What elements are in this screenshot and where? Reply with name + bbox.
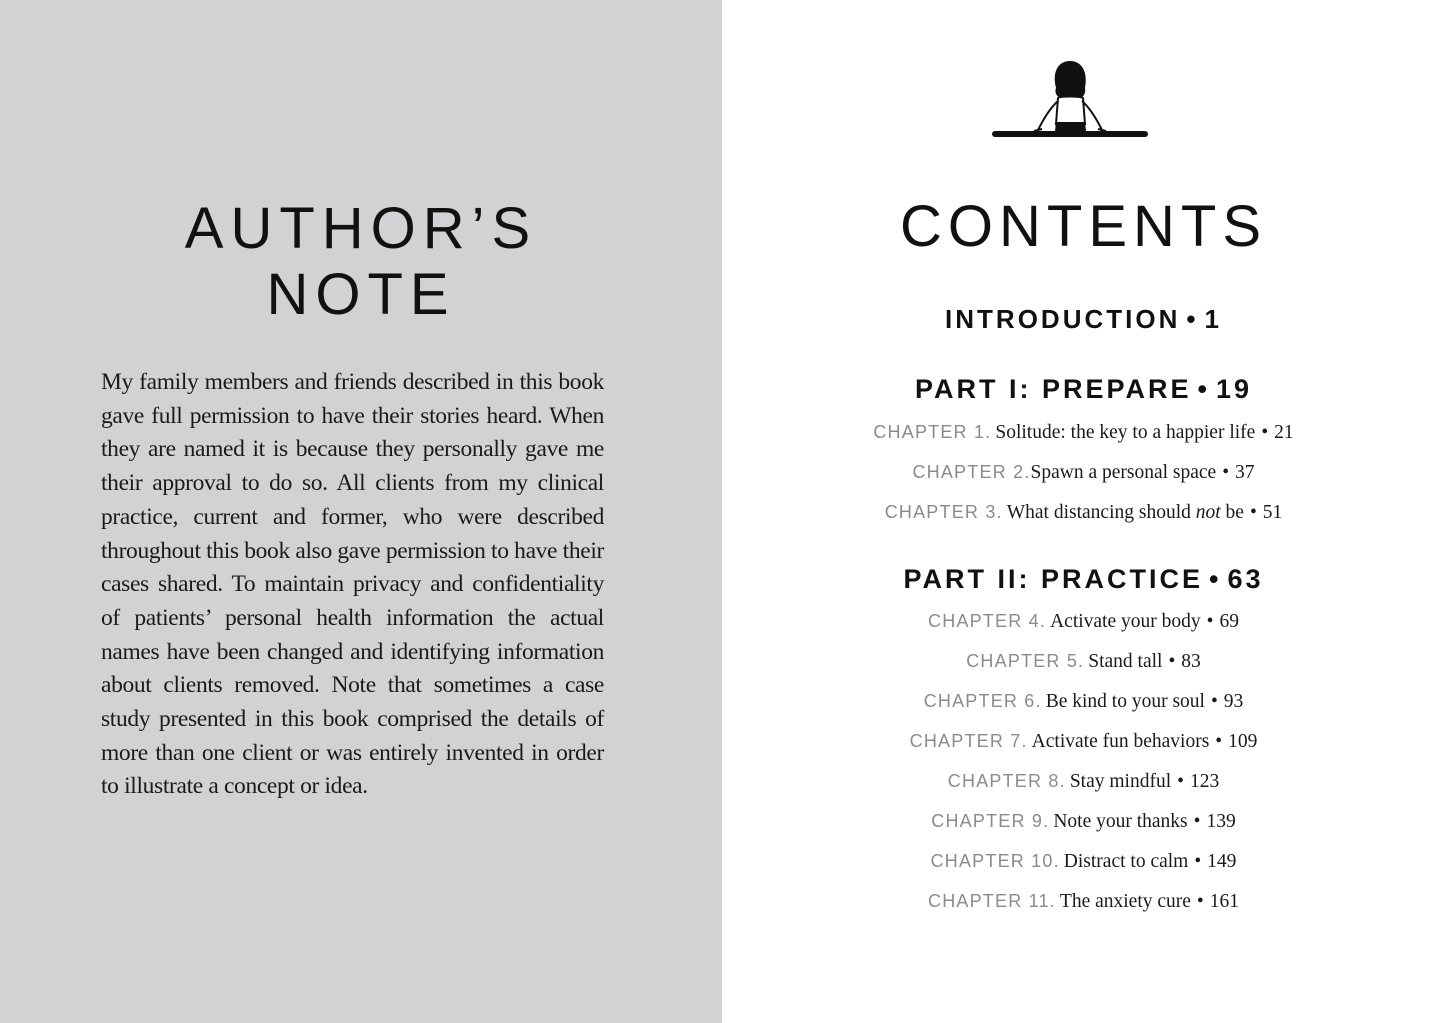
- chapter-page: 109: [1228, 731, 1258, 752]
- chapter-label: CHAPTER 2.: [912, 462, 1031, 482]
- toc-part1-page: 19: [1215, 374, 1253, 404]
- toc-introduction-page: 1: [1204, 304, 1222, 334]
- bullet-separator: •: [1196, 891, 1204, 912]
- authors-note-title-line1: AUTHOR’S: [184, 196, 538, 261]
- authors-note-body: My family members and friends described in this book gave full permission to have their stories heard. When they are named it is because they personally gave me their approval to do so. All clients from my clinical practice, current and former, who were described throughout this book also gave permission to have their cases shared. To maintain privacy and confidentiality of patients’ personal health information the actual names have been changed and identifying information about clients removed. Note that sometimes a case study presented in this book comprised the details of more than one client or was entirely invented in order to illustrate a concept or idea.: [101, 369, 604, 800]
- toc-part1-heading: [722, 371, 1445, 407]
- chapter-label: CHAPTER 10.: [930, 851, 1060, 871]
- chapter-title-emphasis: not: [1195, 502, 1221, 523]
- toc-chapter-entry: [722, 646, 1445, 676]
- chapter-page: 161: [1209, 891, 1239, 912]
- toc-chapter-entry: [722, 806, 1445, 836]
- chapter-label: CHAPTER 6.: [923, 691, 1042, 711]
- chapter-title: Distract to calm: [1063, 851, 1189, 872]
- bullet-separator: •: [1222, 462, 1230, 483]
- chapter-page: 69: [1219, 611, 1239, 632]
- chapter-title: Activate your body: [1050, 611, 1201, 632]
- chapter-title: Note your thanks: [1053, 811, 1188, 832]
- toc-chapter-entry: [722, 457, 1445, 487]
- toc-part2-page: 63: [1227, 564, 1264, 594]
- bullet-separator: •: [1209, 564, 1222, 594]
- toc-chapter-entry: [722, 606, 1445, 636]
- chapter-label: CHAPTER 8.: [947, 771, 1066, 791]
- toc-part2-heading: [722, 561, 1445, 597]
- toc-chapter-entry: [722, 766, 1445, 796]
- authors-note-title: [0, 196, 722, 328]
- bullet-separator: •: [1194, 851, 1202, 872]
- chapter-title: Stay mindful: [1069, 771, 1172, 792]
- chapter-title: Stand tall: [1088, 651, 1163, 672]
- chapter-title: Spawn a personal space: [1030, 462, 1217, 483]
- chapter-page: 37: [1235, 462, 1255, 483]
- chapter-title: Activate fun behaviors: [1031, 731, 1210, 752]
- toc-chapter-entry: [722, 846, 1445, 876]
- chapter-title: [1007, 502, 1244, 523]
- toc-chapter-entry: [722, 417, 1445, 447]
- bullet-separator: •: [1215, 731, 1223, 752]
- toc-chapter-entry: [722, 726, 1445, 756]
- toc-introduction-label: INTRODUCTION: [945, 304, 1181, 334]
- chapter-label: CHAPTER 9.: [931, 811, 1050, 831]
- chapter-page: 93: [1223, 691, 1244, 712]
- toc-part2-label: PART II: PRACTICE: [903, 564, 1203, 594]
- chapter-page: 83: [1181, 651, 1201, 672]
- toc-part1-label: PART I: PREPARE: [914, 374, 1192, 404]
- bullet-separator: •: [1168, 651, 1176, 672]
- chapter-page: 123: [1189, 771, 1220, 792]
- chapter-label: CHAPTER 5.: [966, 651, 1085, 671]
- chapter-title-after: be: [1225, 502, 1244, 523]
- bullet-separator: •: [1197, 374, 1210, 404]
- bullet-separator: •: [1193, 811, 1201, 832]
- chapter-title-before: What distancing should: [1006, 502, 1191, 523]
- chapter-label: CHAPTER 3.: [884, 502, 1003, 522]
- toc-chapter-entry: [722, 497, 1445, 527]
- toc-introduction: [722, 302, 1445, 336]
- chapter-label: CHAPTER 4.: [928, 611, 1047, 631]
- chapter-page: 51: [1262, 502, 1283, 523]
- bullet-separator: •: [1249, 502, 1257, 523]
- bullet-separator: •: [1210, 691, 1218, 712]
- chapter-page: 21: [1274, 422, 1294, 443]
- chapter-page: 139: [1206, 811, 1236, 832]
- bullet-separator: •: [1177, 771, 1184, 792]
- girl-sitting-on-ledge-icon: [990, 58, 1150, 142]
- chapter-page: 149: [1207, 851, 1237, 872]
- chapter-title: The anxiety cure: [1059, 891, 1191, 912]
- chapter-title: Solitude: the key to a happier life: [995, 422, 1256, 443]
- bullet-separator: •: [1261, 422, 1269, 443]
- bullet-separator: •: [1186, 304, 1199, 334]
- chapter-label: CHAPTER 11.: [928, 891, 1056, 911]
- chapter-title: Be kind to your soul: [1045, 691, 1205, 712]
- contents-title: CONTENTS: [900, 194, 1267, 259]
- chapter-label: CHAPTER 1.: [873, 422, 992, 442]
- authors-note-title-line2: NOTE: [266, 262, 456, 327]
- bullet-separator: •: [1206, 611, 1214, 632]
- toc-chapter-entry: [722, 886, 1445, 916]
- toc-chapter-entry: [722, 686, 1445, 716]
- chapter-label: CHAPTER 7.: [909, 731, 1028, 751]
